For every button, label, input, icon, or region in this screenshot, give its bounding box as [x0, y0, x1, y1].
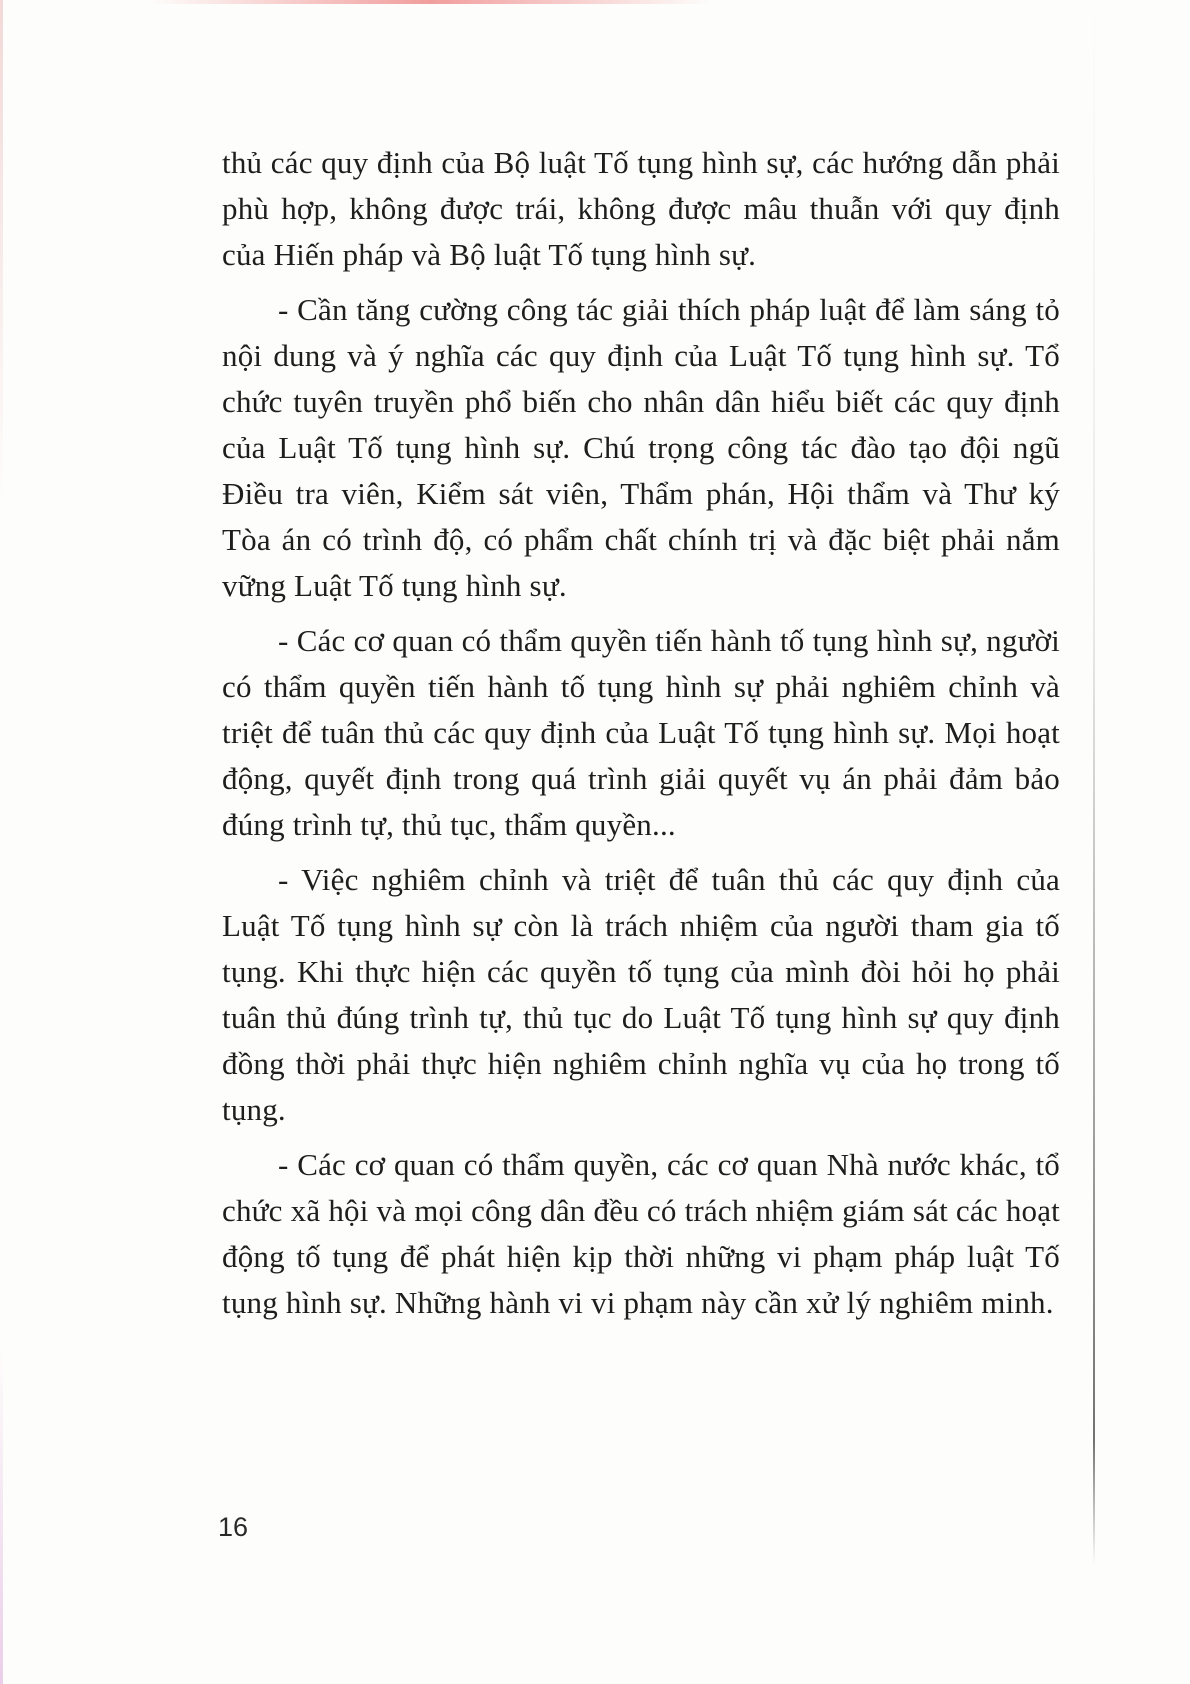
paragraph-participants-responsibility: - Việc nghiêm chỉnh và triệt để tuân thủ các quy định của Luật Tố tụng hình sự còn là trách nhiệm của người tham gia tố tụng. Khi thực hiện các quyền tố tụng của mình đòi hỏi họ phải tuân thủ đúng trình tự, thủ tục do Luật Tố tụng hình sự quy định đồng thời phải thực hiện nghiêm chỉnh nghĩa vụ của họ trong tố tụng.	[222, 862, 1060, 1127]
scan-edge-top	[150, 0, 710, 4]
paragraph-competent-authorities: - Các cơ quan có thẩm quyền tiến hành tố tụng hình sự, người có thẩm quyền tiến hành tố tụng hình sự phải nghiêm chỉnh và triệt để tuân thủ các quy định của Luật Tố tụng hình sự. Mọi hoạt động, quyết định trong quá trình giải quyết vụ án phải đảm bảo đúng trình tự, thủ tục, thẩm quyền...	[222, 623, 1060, 842]
paragraph-continuation: thủ các quy định của Bộ luật Tố tụng hình sự, các hướng dẫn phải phù hợp, không được trái, không được mâu thuẫn với quy định của Hiến pháp và Bộ luật Tố tụng hình sự.	[222, 145, 1060, 272]
document-body	[222, 140, 1060, 1335]
paragraph-legal-interpretation: - Cần tăng cường công tác giải thích pháp luật để làm sáng tỏ nội dung và ý nghĩa các quy định của Luật Tố tụng hình sự. Tổ chức tuyên truyền phổ biến cho nhân dân hiểu biết các quy định của Luật Tố tụng hình sự. Chú trọng công tác đào tạo đội ngũ Điều tra viên, Kiểm sát viên, Thẩm phán, Hội thẩm và Thư ký Tòa án có trình độ, có phẩm chất chính trị và đặc biệt phải nắm vững Luật Tố tụng hình sự.	[222, 292, 1060, 603]
page-number: 16	[218, 1512, 249, 1542]
paragraph-supervision: - Các cơ quan có thẩm quyền, các cơ quan Nhà nước khác, tổ chức xã hội và mọi công dân đều có trách nhiệm giám sát các hoạt động tố tụng để phát hiện kịp thời những vi phạm pháp luật Tố tụng hình sự. Những hành vi vi phạm này cần xử lý nghiêm minh.	[222, 1147, 1060, 1320]
scan-edge-right	[1093, 0, 1095, 1565]
scan-edge-left	[0, 0, 3, 1684]
